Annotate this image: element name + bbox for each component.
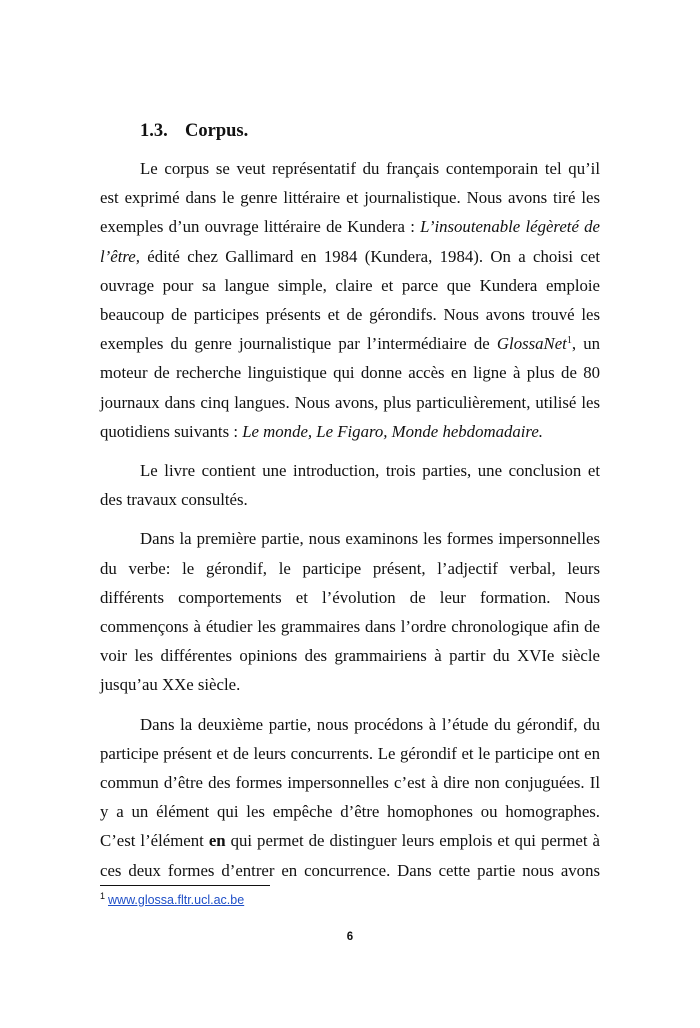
footnote-link[interactable]: www.glossa.fltr.ucl.ac.be bbox=[108, 893, 245, 907]
paragraph bbox=[100, 456, 600, 514]
footnote-reference[interactable]: 1 bbox=[566, 335, 572, 347]
paragraph bbox=[100, 524, 600, 699]
section-title: Corpus. bbox=[185, 121, 249, 141]
text-segment: Dans la deuxième partie, nous procédons à l’étude du gérondif, du participe présent et de leurs concurrents. Le gérondif et le participe ont en commun d’être des formes impersonnelles c’est à dire non conjuguées. Il y a un élément qui les empêche d’être homophones ou homographes. C’est l’élément bbox=[100, 714, 600, 851]
footnote bbox=[100, 891, 244, 907]
page-number: 6 bbox=[346, 931, 354, 943]
body-text bbox=[100, 154, 600, 895]
footnote-separator bbox=[100, 885, 270, 886]
paragraph bbox=[100, 710, 600, 885]
section-heading bbox=[140, 121, 248, 142]
text-segment: Dans la première partie, nous examinons les formes impersonnelles du verbe: le gérondif, le participe présent, l’adjectif verbal, leurs différents comportements et l’évolution de leur formation. Nous commençons à étudier les grammaires dans l’ordre chronologique afin de voir les différentes opinions des grammairiens à partir du XVIe siècle jusqu’au XXe siècle. bbox=[100, 529, 600, 695]
section-number: 1.3. bbox=[140, 121, 168, 141]
text-segment: GlossaNet bbox=[496, 334, 567, 354]
text-segment: en bbox=[208, 831, 226, 851]
text-segment: Le monde, Le Figaro, Monde hebdomadaire. bbox=[242, 421, 543, 441]
text-segment: , un moteur de recherche linguistique qui donne accès en ligne à plus de 80 journaux dans cinq langues. Nous avons, plus particulièrement, utilisé les quotidiens suivants : bbox=[100, 334, 600, 441]
paragraph bbox=[100, 154, 600, 446]
text-segment: qui permet de distinguer leurs emplois et qui permet à ces deux formes d’entrer en concurrence. Dans cette partie nous avons bbox=[100, 831, 601, 880]
text-segment: L’insoutenable légèreté de l’être, bbox=[100, 217, 600, 266]
text-segment: Le livre contient une introduction, trois parties, une conclusion et des travaux consultés. bbox=[100, 461, 600, 510]
text-segment: édité chez Gallimard en 1984 (Kundera, 1984). On a choisi cet ouvrage pour sa langue simple, claire et parce que Kundera emploie beaucoup de participes présents et de gérondifs. Nous avons trouvé les exemples du genre journalistique par l’intermédiaire de bbox=[100, 246, 600, 354]
text-segment: Le corpus se veut représentatif du français contemporain tel qu’il est exprimé dans le genre littéraire et journalistique. Nous avons tiré les exemples d’un ouvrage littéraire de Kundera : bbox=[100, 159, 600, 237]
footnote-marker: 1 bbox=[100, 891, 106, 901]
